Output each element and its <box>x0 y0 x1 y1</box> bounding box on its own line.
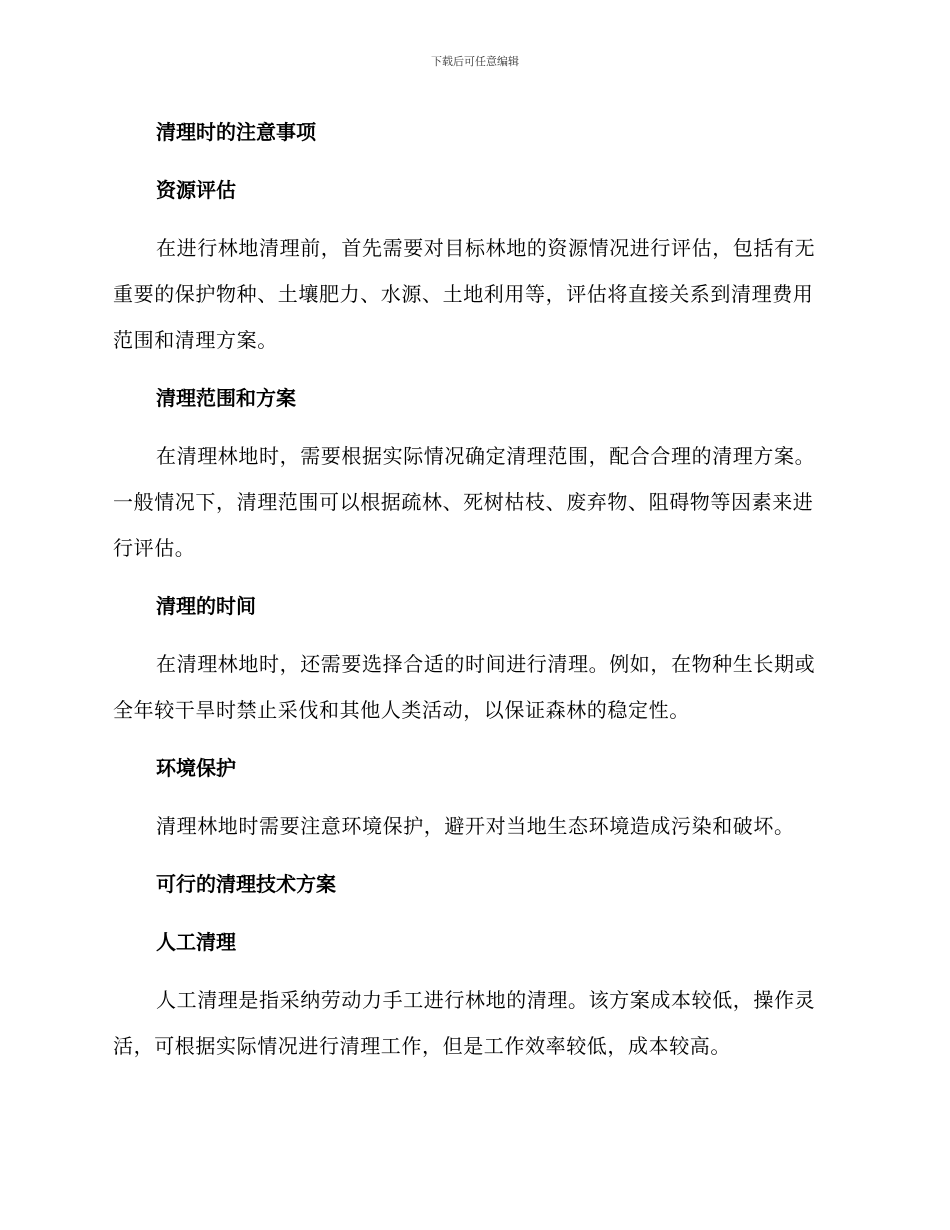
section-heading: 可行的清理技术方案 <box>156 872 336 896</box>
paragraph: 在进行林地清理前，首先需要对目标林地的资源情况进行评估，包括有无重要的保护物种、土壤肥力、水源、土地利用等，评估将直接关系到清理费用范围和清理方案。 <box>113 236 816 352</box>
paragraph: 清理林地时需要注意环境保护，避开对当地生态环境造成污染和破坏。 <box>156 814 795 838</box>
section-heading: 人工清理 <box>156 930 236 954</box>
section-heading: 清理的时间 <box>156 594 256 618</box>
document-body <box>113 109 833 1081</box>
paragraph: 在清理林地时，需要根据实际情况确定清理范围，配合合理的清理方案。一般情况下，清理范围可以根据疏林、死树枯枝、废弃物、阻碍物等因素来进行评估。 <box>113 444 816 560</box>
paragraph: 人工清理是指采纳劳动力手工进行林地的清理。该方案成本较低，操作灵活，可根据实际情况进行清理工作，但是工作效率较低，成本较高。 <box>113 988 816 1058</box>
section-heading: 清理范围和方案 <box>156 386 296 410</box>
section-heading: 环境保护 <box>156 756 236 780</box>
page-header: 下载后可任意编辑 <box>431 55 519 68</box>
section-heading: 清理时的注意事项 <box>156 120 316 144</box>
section-heading: 资源评估 <box>156 178 236 202</box>
paragraph: 在清理林地时，还需要选择合适的时间进行清理。例如，在物种生长期或全年较干旱时禁止采伐和其他人类活动，以保证森林的稳定性。 <box>113 652 816 722</box>
